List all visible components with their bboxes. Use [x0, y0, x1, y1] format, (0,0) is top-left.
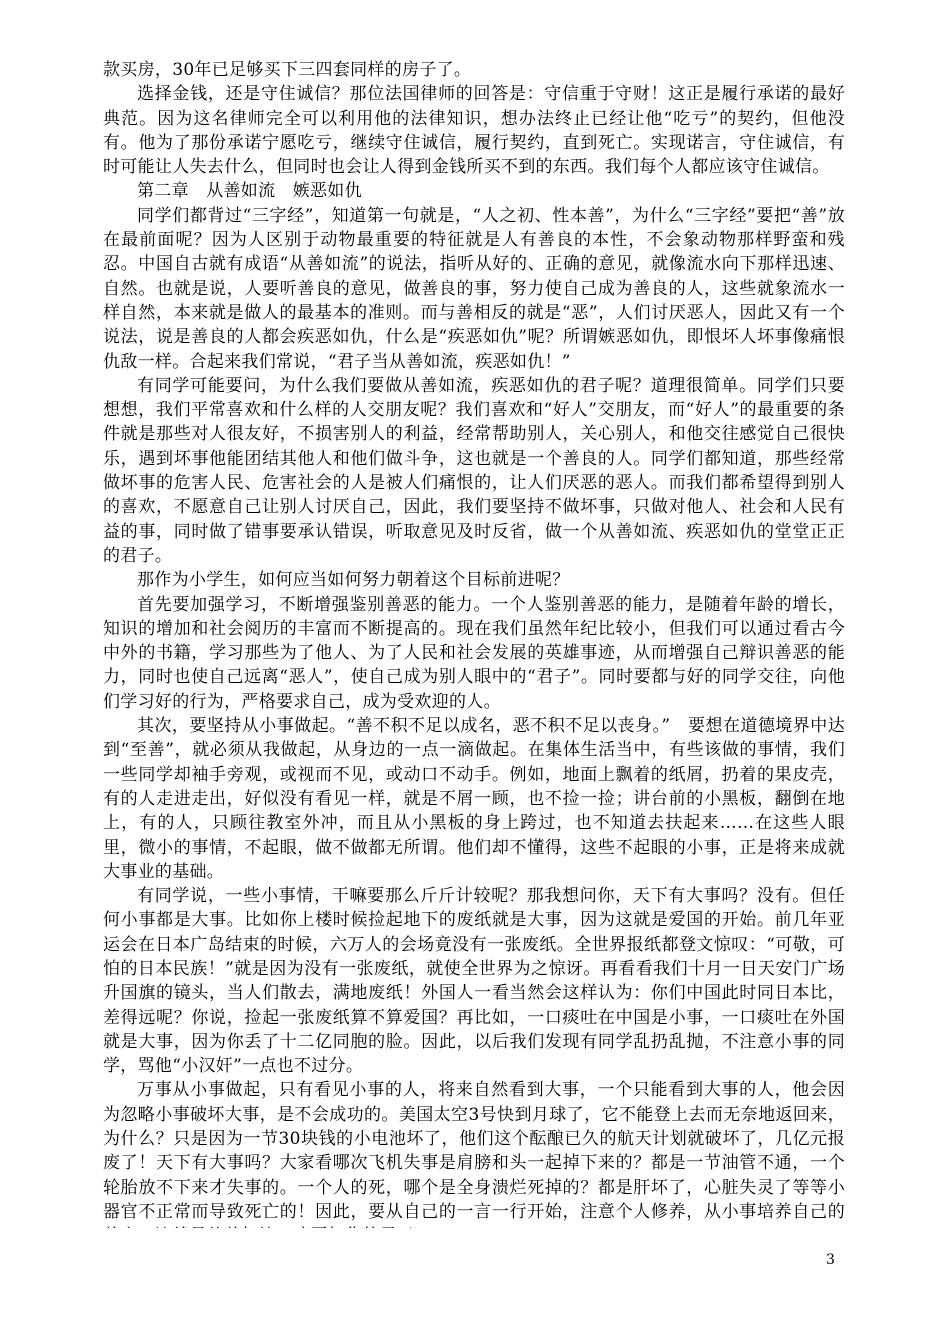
- paragraph-how-to-progress: 那作为小学生，如何应当如何努力朝着这个目标前进呢？: [137, 570, 570, 591]
- paragraph-continuation: 款买房，30年已足够买下三四套同样的房子了。: [103, 60, 472, 80]
- paragraph-small-things-matter: 有同学说，一些小事情，干嘛要那么斤斤计较呢？那我想问你，天下有大事吗？没有。但任何小事都是大事。比如你上楼时候捡起地下的废纸就是大事，因为这就是爱国的开始。前几年亚运会在日本广岛结束的时候，六万人的会场竟没有一张废纸。全世界报纸都登文惊叹：“可敬，可怕的日本民族！”就是因为没有一张废纸，就使全世界为之惊讶。再看看我们十月一日天安门广场升国旗的镜头，当人们散去，满地废纸！外国人一看当然会这样认为：你们中国此时同日本比，差得远呢？你说，捡起一张废纸算不算爱国？再比如，一口痰吐在中国是小事，一口痰吐在外国就是大事，因为你丢了十二亿同胞的脸。因此，以后我们发现有同学乱扔乱抛，不注意小事的同学，骂他“小汉奸”一点也不过分。: [103, 886, 845, 1077]
- paragraph-three-character-classic: 同学们都背过“三字经”，知道第一句就是，“人之初、性本善”，为什么“三字经”要把“善”放在最前面呢？因为人区别于动物最重要的特征就是人有善良的本性，不会象动物那样野蛮和残忍。中国自古就有成语“从善如流”的说法，指听从好的、正确的意见，就像流水向下那样迅速、自然。也就是说，人要听善良的意见，做善良的事，努力使自己成为善良的人，这些就象流水一样自然，本来就是做人的最基本的准则。而与善相反的就是“恶”，人们讨厌恶人，因此又有一个说法，说是善良的人都会疾恶如仇，什么是“疾恶如仇”呢？所谓嫉恶如仇，即恨坏人坏事像痛恨仇敌一样。合起来我们常说，“君子当从善如流，疾恶如仇！”: [103, 205, 845, 372]
- paragraph-first-study: 首先要加强学习，不断增强鉴别善恶的能力。一个人鉴别善恶的能力，是随着年龄的增长，知识的增加和社会阅历的丰富而不断提高的。现在我们虽然年纪比较小，但我们可以通过看古今中外的书籍，学习那些为了他人、为了人民和社会发展的英雄事迹，从而增强自己辩识善恶的能力，同时也使自己远离“恶人”，使自己成为别人眼中的“君子”。同时要都与好的同学交往，向他们学习好的行为，严格要求自己，成为受欢迎的人。: [103, 594, 845, 712]
- paragraph-start-from-small: 万事从小事做起，只有看见小事的人，将来自然看到大事，一个只能看到大事的人，他会因为忽略小事破坏大事，是不会成功的。美国太空3号快到月球了，它不能登上去而无奈地返回来，为什么？只是因为一节30块钱的小电池坏了，他们这个酝酿已久的航天计划就破坏了，几亿元报废了！天下有大事吗？大家看哪次飞机失事是肩膀和头一起掉下来的？都是一节油管不通，一个轮胎放不下来才失事的。一个人的死，哪个是全身溃烂死掉的？都是肝坏了，心脏失灵了等等小器官不正常而导致死亡的！因此，要从自己的一言一行开始，注意个人修养，从小事培养自己的: [103, 1080, 845, 1222]
- paragraph-second-small-things: 其次，要坚持从小事做起。“善不积不足以成名，恶不积不足以丧身。” 要想在道德境界中达到“至善”，就必须从我做起，从身边的一点一滴做起。在集体生活当中，有些该做的事情，我们一些同学却袖手旁观，或视而不见，或动口不动手。例如，地面上飘着的纸屑，扔着的果皮壳，有的人走进走出，好似没有看见一样，就是不屑一顾，也不捡一捡；讲台前的小黑板，翻倒在地上，有的人，只顾往教室外冲，而且从小黑板的身上跨过，也不知道去扶起来……在这些人眼里，微小的事情，不起眼，做不做都无所谓。他们却不懂得，这些不起眼的小事，正是将来成就大事业的基础。: [103, 716, 845, 882]
- page-number: 3: [826, 1252, 835, 1268]
- chapter-heading: 第二章 从善如流 嫉恶如仇: [137, 181, 362, 202]
- document-page: [103, 58, 845, 1228]
- paragraph-choose-money-or-honesty: 选择金钱，还是守住诚信？那位法国律师的回答是：守信重于守财！这正是履行承诺的最好典范。因为这名律师完全可以利用他的法律知识，想办法终止已经让他“吃亏”的契约，但他没有。他为了那份承诺宁愿吃亏，继续守住诚信，履行契约，直到死亡。实现诺言，守住诚信，有时可能让人失去什么，但同时也会让人得到金钱所买不到的东西。我们每个人都应该守住诚信。: [103, 84, 845, 178]
- paragraph-why-be-gentleman: 有同学可能要问，为什么我们要做从善如流，疾恶如仇的君子呢？道理很简单。同学们只要想想，我们平常喜欢和什么样的人交朋友呢？我们喜欢和“好人”交朋友，而“好人”的最重要的条件就是那些对人很友好，不损害别人的利益，经常帮助别人，关心别人，和他交往感觉自己很快乐，遇到坏事他能团结其他人和他们做斗争，这也就是一个善良的人。同学们都知道，那些经常做坏事的危害人民、危害社会的人是被人们痛恨的，让人们厌恶的恶人。而我们都希望得到别人的喜欢，不愿意自己让别人讨厌自己，因此，我们要坚持不做坏事，只做对他人、社会和人民有益的事，同时做了错事要承认错误，听取意见及时反省，做一个从善如流、疾恶如仇的堂堂正正的君子。: [103, 375, 845, 566]
